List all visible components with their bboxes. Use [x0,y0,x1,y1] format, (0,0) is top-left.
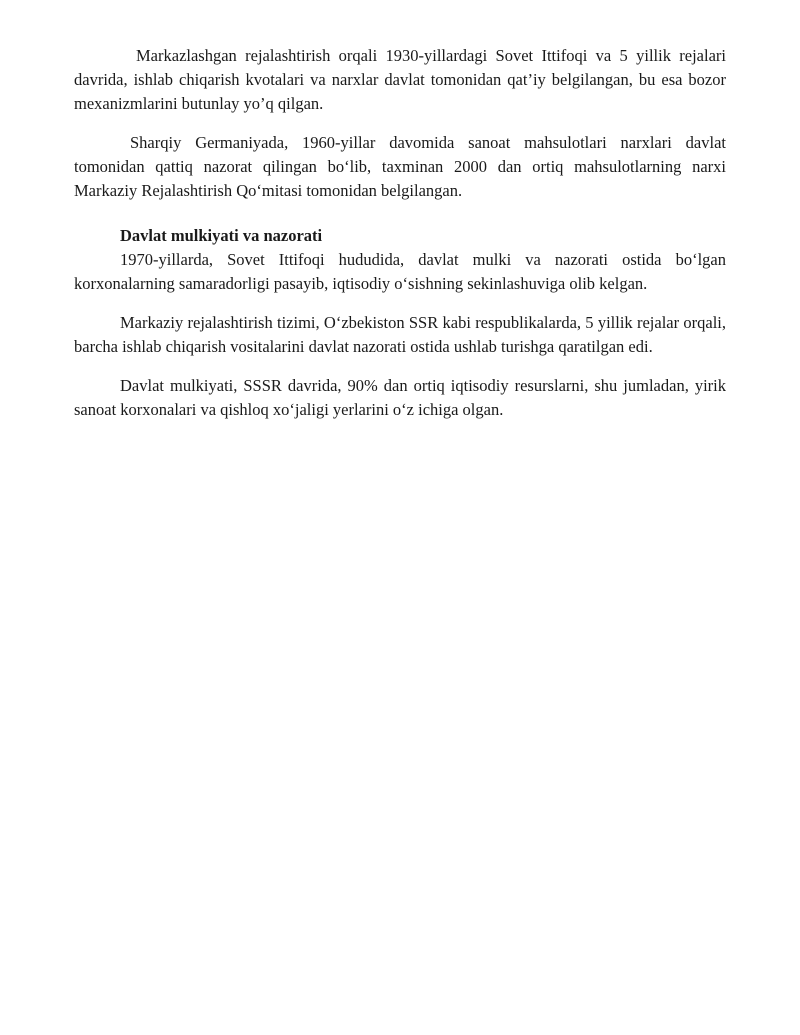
paragraph-east-germany-prices: Sharqiy Germaniyada, 1960-yillar davomida sanoat mahsulotlari narxlari davlat tomonidan qattiq nazorat qilingan bo‘lib, taxminan 2000 dan ortiq mahsulotlarning narxi Markaziy Rejalashtirish Qo‘mitasi tomonidan belgilangan. [74,133,726,200]
paragraph-1970s-efficiency: 1970-yillarda, Sovet Ittifoqi hududida, davlat mulki va nazorati ostida bo‘lgan korxonalarning samaradorligi pasayib, iqtisodiy o‘sishning sekinlashuviga olib kelgan. [74,250,726,293]
section-heading: Davlat mulkiyati va nazorati [120,226,323,245]
paragraph-state-ownership-ussr: Davlat mulkiyati, SSSR davrida, 90% dan ortiq iqtisodiy resurslarni, shu jumladan, yirik sanoat korxonalari va qishloq xo‘jaligi yerlarini o‘z ichiga olgan. [74,376,726,419]
paragraph-central-planning-1930s: Markazlashgan rejalashtirish orqali 1930-yillardagi Sovet Ittifoqi va 5 yillik rejalari davrida, ishlab chiqarish kvotalari va narxlar davlat tomonidan qat’iy belgilangan, bu esa bozor mexanizmlarini butunlay yo’q qilgan. [74,46,726,113]
paragraph-uzbek-ssr-planning: Markaziy rejalashtirish tizimi, O‘zbekiston SSR kabi respublikalarda, 5 yillik rejalar orqali, barcha ishlab chiqarish vositalarini davlat nazorati ostida ushlab turishga qaratilgan edi. [74,313,726,356]
document-body [74,44,726,422]
